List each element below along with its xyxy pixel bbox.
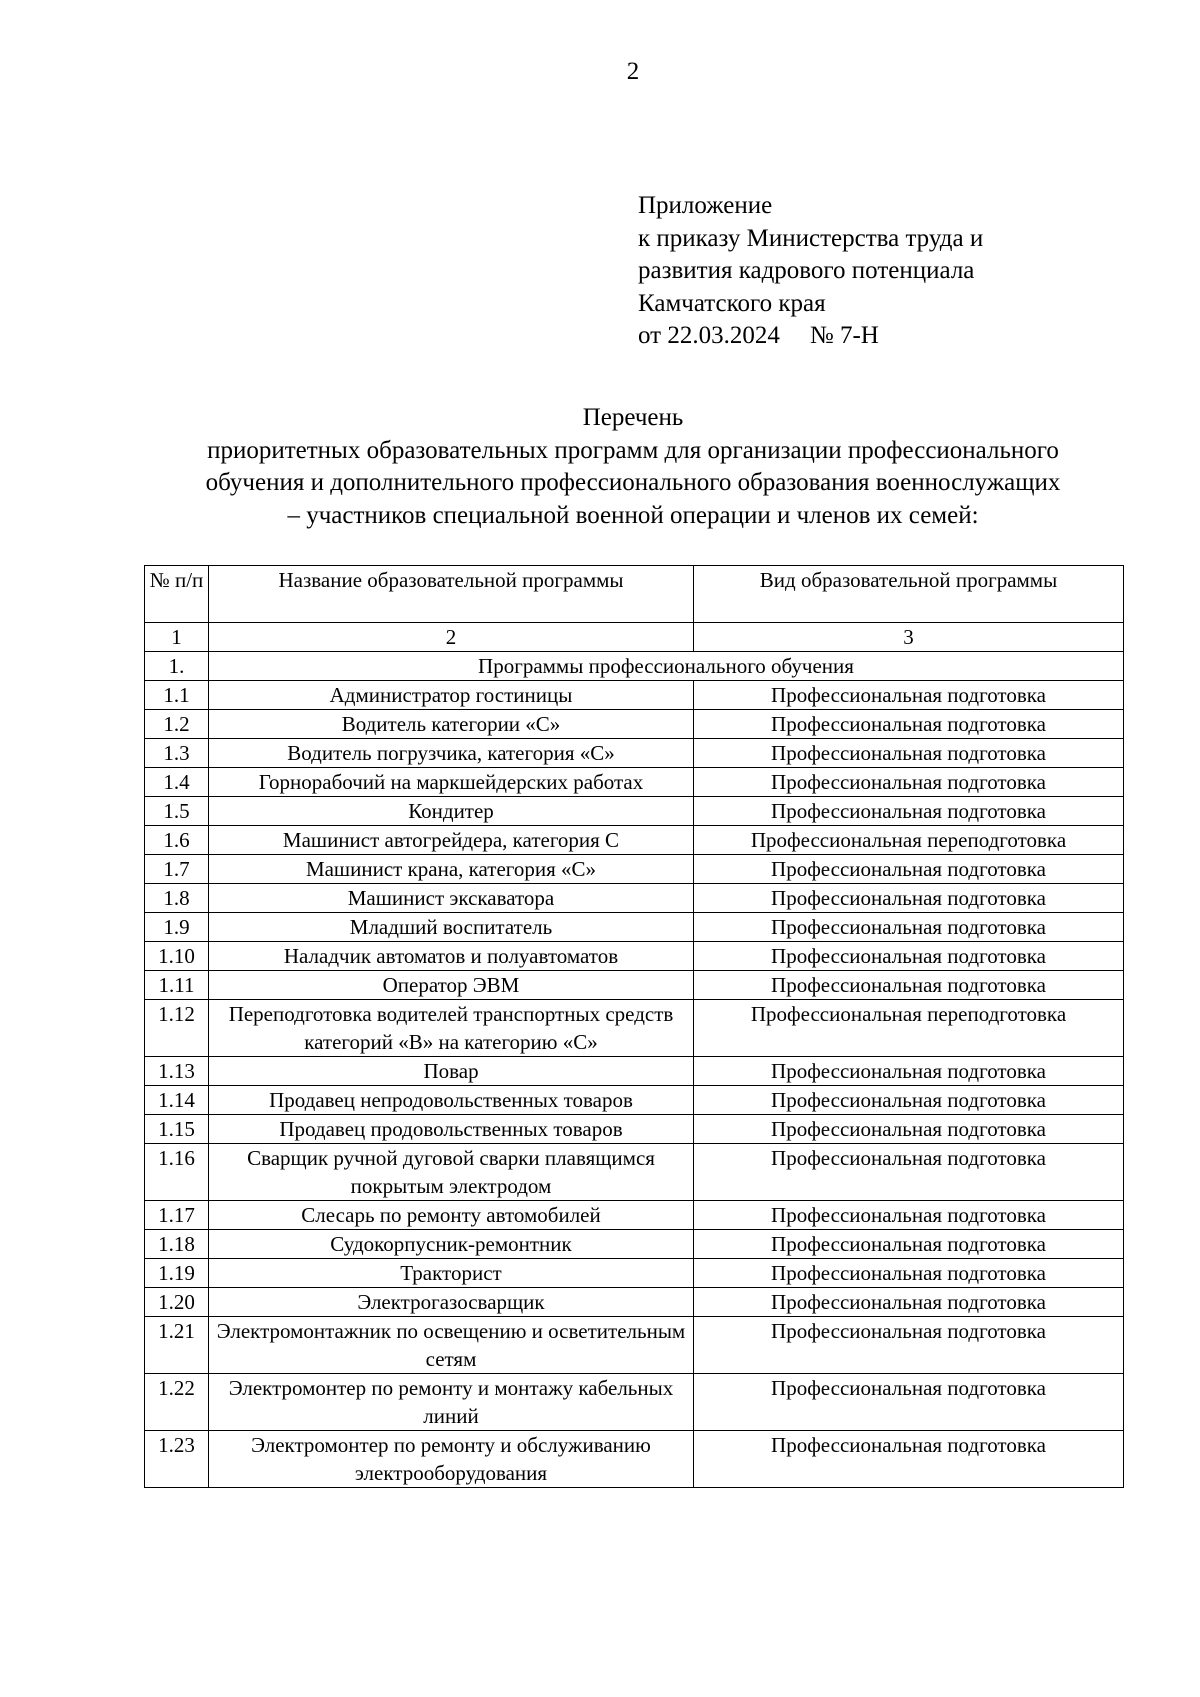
row-num: 1.19	[145, 1259, 209, 1288]
section-row	[145, 652, 1124, 681]
heading-line: приоритетных образовательных программ для организации профессионального	[207, 436, 1059, 464]
row-num: 1.1	[145, 681, 209, 710]
program-name: Наладчик автоматов и полуавтоматов	[209, 942, 694, 971]
program-name: Электромонтер по ремонту и монтажу кабельных линий	[209, 1374, 694, 1431]
program-name: Машинист автогрейдера, категория С	[209, 826, 694, 855]
program-name: Водитель погрузчика, категория «С»	[209, 739, 694, 768]
program-type: Профессиональная подготовка	[694, 942, 1124, 971]
heading-title: Перечень	[582, 404, 684, 431]
program-name: Переподготовка водителей транспортных средств категорий «В» на категорию «С»	[209, 1000, 694, 1057]
program-type: Профессиональная подготовка	[694, 768, 1124, 797]
program-type: Профессиональная подготовка	[694, 913, 1124, 942]
table-row	[145, 1374, 1124, 1431]
table-header-row	[145, 566, 1124, 623]
program-type: Профессиональная подготовка	[694, 1259, 1124, 1288]
row-num: 1.9	[145, 913, 209, 942]
column-number: 1	[145, 623, 209, 652]
header-type: Вид образовательной программы	[694, 566, 1124, 623]
table-row	[145, 855, 1124, 884]
heading-line: обучения и дополнительного профессионального образования военнослужащих	[205, 469, 1061, 496]
program-name: Электромонтер по ремонту и обслуживанию электрооборудования	[209, 1431, 694, 1488]
row-num: 1.10	[145, 942, 209, 971]
table-row	[145, 1086, 1124, 1115]
program-type: Профессиональная подготовка	[694, 1288, 1124, 1317]
table-row	[145, 768, 1124, 797]
program-type: Профессиональная подготовка	[694, 884, 1124, 913]
row-num: 1.18	[145, 1230, 209, 1259]
program-name: Оператор ЭВМ	[209, 971, 694, 1000]
program-type: Профессиональная подготовка	[694, 1374, 1124, 1431]
programs-table	[144, 565, 1124, 1488]
appendix-line: Камчатского края	[638, 289, 826, 317]
section-num: 1.	[145, 652, 209, 681]
row-num: 1.6	[145, 826, 209, 855]
program-type: Профессиональная подготовка	[694, 797, 1124, 826]
program-type: Профессиональная подготовка	[694, 1144, 1124, 1201]
order-date: от 22.03.2024	[638, 322, 780, 349]
table-row	[145, 1115, 1124, 1144]
program-type: Профессиональная подготовка	[694, 1431, 1124, 1488]
row-num: 1.15	[145, 1115, 209, 1144]
row-num: 1.13	[145, 1057, 209, 1086]
table-row	[145, 681, 1124, 710]
header-name: Название образовательной программы	[209, 566, 694, 623]
appendix-line: развития кадрового потенциала	[638, 257, 975, 284]
row-num: 1.20	[145, 1288, 209, 1317]
document-heading	[0, 402, 1200, 532]
program-type: Профессиональная подготовка	[694, 1317, 1124, 1374]
row-num: 1.21	[145, 1317, 209, 1374]
program-name: Младший воспитатель	[209, 913, 694, 942]
row-num: 1.5	[145, 797, 209, 826]
appendix-line: Приложение	[638, 192, 773, 219]
table-row	[145, 826, 1124, 855]
row-num: 1.23	[145, 1431, 209, 1488]
program-rows	[145, 681, 1124, 1488]
table-row	[145, 1288, 1124, 1317]
table-row	[145, 1057, 1124, 1086]
program-type: Профессиональная подготовка	[694, 1057, 1124, 1086]
program-type: Профессиональная подготовка	[694, 855, 1124, 884]
program-name: Электромонтажник по освещению и осветительным сетям	[209, 1317, 694, 1374]
appendix-date-line	[638, 320, 983, 353]
program-type: Профессиональная подготовка	[694, 710, 1124, 739]
table-row	[145, 971, 1124, 1000]
row-num: 1.17	[145, 1201, 209, 1230]
program-type: Профессиональная переподготовка	[694, 1000, 1124, 1057]
table-row	[145, 1431, 1124, 1488]
row-num: 1.22	[145, 1374, 209, 1431]
table-row	[145, 1259, 1124, 1288]
program-name: Продавец продовольственных товаров	[209, 1115, 694, 1144]
table-row	[145, 1000, 1124, 1057]
program-type: Профессиональная подготовка	[694, 1086, 1124, 1115]
row-num: 1.8	[145, 884, 209, 913]
row-num: 1.14	[145, 1086, 209, 1115]
table-row	[145, 942, 1124, 971]
row-num: 1.4	[145, 768, 209, 797]
program-name: Повар	[209, 1057, 694, 1086]
program-name: Тракторист	[209, 1259, 694, 1288]
program-name: Электрогазосварщик	[209, 1288, 694, 1317]
program-name: Водитель категории «С»	[209, 710, 694, 739]
table-row	[145, 739, 1124, 768]
program-name: Кондитер	[209, 797, 694, 826]
table-row	[145, 1144, 1124, 1201]
row-num: 1.3	[145, 739, 209, 768]
table-row	[145, 1201, 1124, 1230]
table-row	[145, 884, 1124, 913]
column-number-row	[145, 623, 1124, 652]
table-row	[145, 1230, 1124, 1259]
header-num: № п/п	[145, 566, 209, 623]
program-name: Сварщик ручной дуговой сварки плавящимся покрытым электродом	[209, 1144, 694, 1201]
table-row	[145, 710, 1124, 739]
table-row	[145, 913, 1124, 942]
page-number: 2	[626, 58, 640, 85]
program-name: Судокорпусник-ремонтник	[209, 1230, 694, 1259]
program-name: Слесарь по ремонту автомобилей	[209, 1201, 694, 1230]
program-type: Профессиональная подготовка	[694, 739, 1124, 768]
program-name: Машинист экскаватора	[209, 884, 694, 913]
program-name: Администратор гостиницы	[209, 681, 694, 710]
program-type: Профессиональная подготовка	[694, 971, 1124, 1000]
program-name: Машинист крана, категория «С»	[209, 855, 694, 884]
program-name: Продавец непродовольственных товаров	[209, 1086, 694, 1115]
program-type: Профессиональная переподготовка	[694, 826, 1124, 855]
column-number: 2	[209, 623, 694, 652]
column-number: 3	[694, 623, 1124, 652]
row-num: 1.7	[145, 855, 209, 884]
row-num: 1.2	[145, 710, 209, 739]
program-type: Профессиональная подготовка	[694, 681, 1124, 710]
table-row	[145, 1317, 1124, 1374]
row-num: 1.11	[145, 971, 209, 1000]
order-number: № 7-Н	[809, 322, 879, 349]
program-name: Горнорабочий на маркшейдерских работах	[209, 768, 694, 797]
row-num: 1.12	[145, 1000, 209, 1057]
appendix-block	[638, 190, 983, 353]
table-row	[145, 797, 1124, 826]
row-num: 1.16	[145, 1144, 209, 1201]
program-type: Профессиональная подготовка	[694, 1115, 1124, 1144]
heading-line: – участников специальной военной операции и членов их семей:	[287, 501, 979, 529]
section-title: Программы профессионального обучения	[209, 652, 1124, 681]
program-type: Профессиональная подготовка	[694, 1201, 1124, 1230]
program-type: Профессиональная подготовка	[694, 1230, 1124, 1259]
appendix-line: к приказу Министерства труда и	[638, 224, 984, 252]
